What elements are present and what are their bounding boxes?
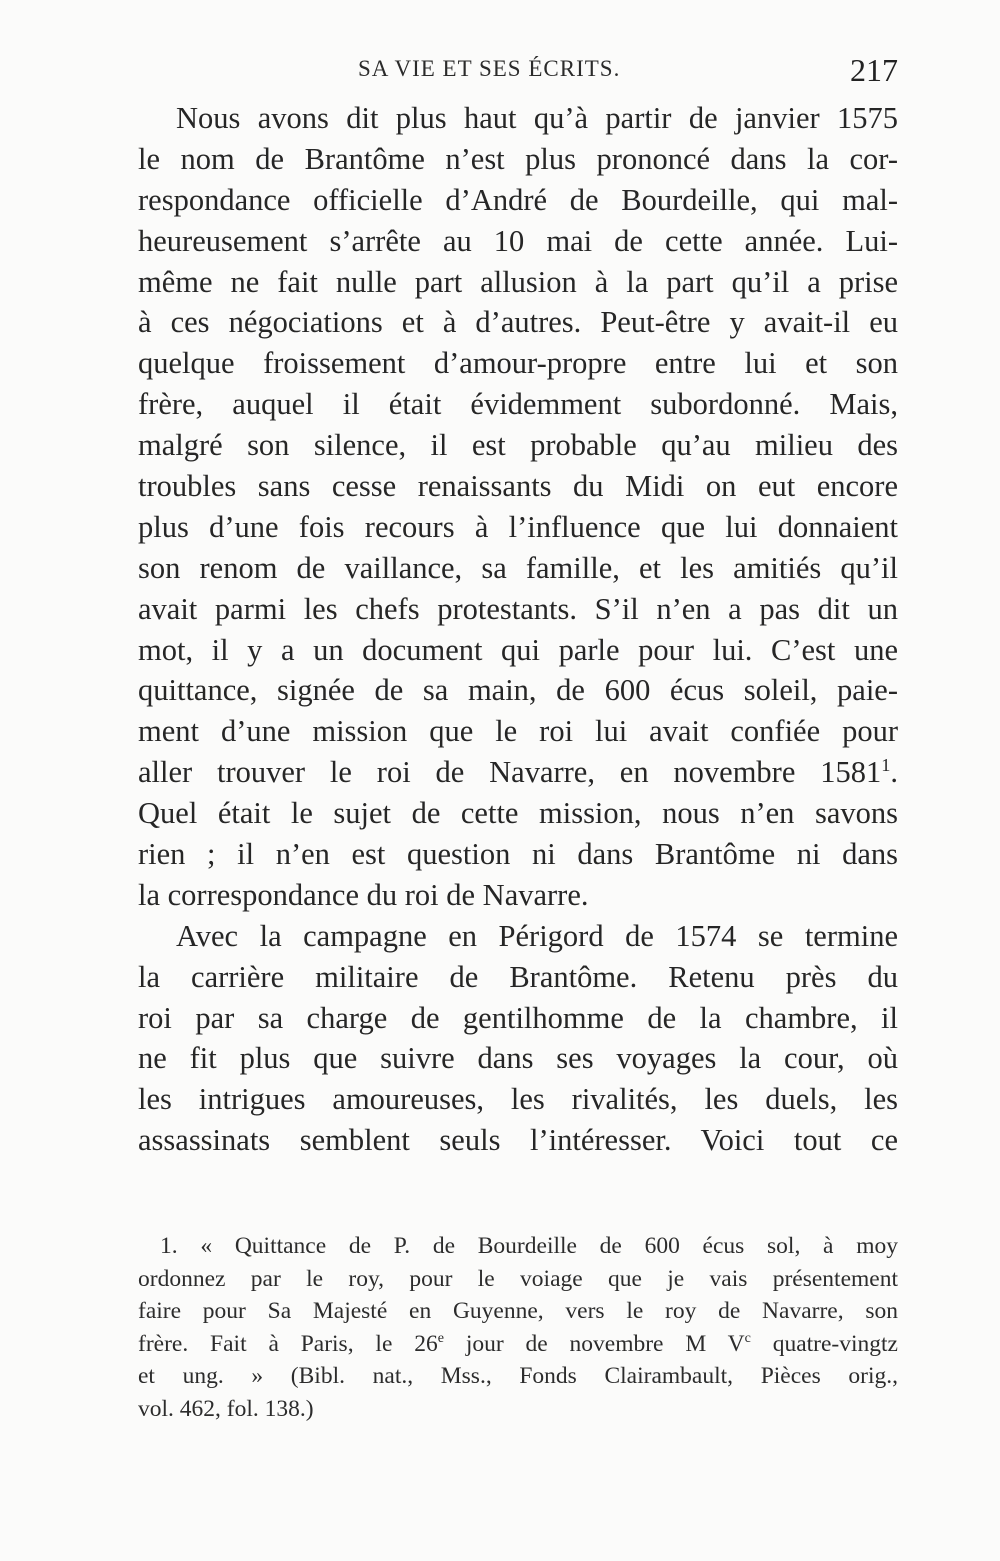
footnote-line-with-superscripts	[138, 1328, 898, 1361]
body-line: les intrigues amoureuses, les rivalités, les duels, les	[138, 1082, 898, 1117]
footnote-superscript: c	[744, 1329, 751, 1346]
body-line: avait parmi les chefs protestants. S’il n’en a pas dit un	[138, 591, 898, 626]
footnote-text: jour de novembre M V	[443, 1330, 745, 1357]
running-title: SA VIE ET SES ÉCRITS.	[358, 56, 621, 81]
body-line: son renom de vaillance, sa famille, et les amitiés qu’il	[138, 550, 898, 585]
body-line: roi par sa charge de gentilhomme de la chambre, il	[138, 1000, 898, 1035]
body-line: rien ; il n’en est question ni dans Brantôme ni dans	[138, 837, 898, 872]
body-line: respondance officielle d’André de Bourdeille, qui mal-	[138, 182, 898, 217]
footnote-text: quatre-vingtz	[750, 1330, 898, 1357]
body-line: la carrière militaire de Brantôme. Retenu près du	[138, 959, 898, 994]
body-line: à ces négociations et à d’autres. Peut-être y avait-il eu	[138, 305, 898, 340]
footnote-line: faire pour Sa Majesté en Guyenne, vers le roy de Navarre, son	[138, 1298, 898, 1325]
body-line: la correspondance du roi de Navarre.	[138, 877, 589, 912]
footnote-ref-trail: .	[890, 755, 898, 790]
body-line: le nom de Brantôme n’est plus prononcé dans la cor-	[138, 141, 898, 176]
body-line: mot, il y a un document qui parle pour lui. C’est une	[138, 632, 898, 667]
body-line: ment d’une mission que le roi lui avait confiée pour	[138, 714, 898, 749]
footnote-line: vol. 462, fol. 138.)	[138, 1395, 314, 1422]
body-line: ne fit plus que suivre dans ses voyages la cour, où	[138, 1041, 898, 1076]
body-line: plus d’une fois recours à l’influence que lui donnaient	[138, 509, 898, 544]
running-head	[138, 52, 898, 86]
body-line: Quel était le sujet de cette mission, nous n’en savons	[138, 796, 898, 831]
body-line: troubles sans cesse renaissants du Midi on eut encore	[138, 469, 898, 504]
body-line: Nous avons dit plus haut qu’à partir de janvier 1575	[176, 101, 898, 135]
page-number: 217	[850, 52, 898, 88]
footnote-line: et ung. » (Bibl. nat., Mss., Fonds Clairambault, Pièces orig.,	[138, 1363, 898, 1390]
body-line-with-footnote-ref	[138, 752, 898, 793]
footnote-ref: 1	[881, 755, 891, 776]
footnote-line: 1. « Quittance de P. de Bourdeille de 600 écus sol, à moy	[160, 1233, 898, 1259]
body-line: quittance, signée de sa main, de 600 écus soleil, paie-	[138, 673, 898, 708]
footnote-text: frère. Fait à Paris, le 26	[138, 1330, 438, 1357]
footnote-line: ordonnez par le roy, pour le voiage que je vais présentement	[138, 1265, 898, 1292]
body-line-text: aller trouver le roi de Navarre, en novembre 1581	[138, 755, 882, 790]
body-line: Avec la campagne en Périgord de 1574 se termine	[176, 918, 898, 953]
footnote-superscript: e	[437, 1329, 444, 1346]
body-line: assassinats semblent seuls l’intéresser. Voici tout ce	[138, 1123, 898, 1158]
body-line: même ne fait nulle part allusion à la part qu’il a prise	[138, 264, 898, 299]
footnotes	[138, 1230, 898, 1426]
body-line: heureusement s’arrête au 10 mai de cette année. Lui-	[138, 223, 898, 258]
body-line: malgré son silence, il est probable qu’au milieu des	[138, 428, 898, 463]
body-line: quelque froissement d’amour-propre entre lui et son	[138, 346, 898, 381]
body-line: frère, auquel il était évidemment subordonné. Mais,	[138, 387, 898, 422]
body-text	[138, 98, 898, 1161]
